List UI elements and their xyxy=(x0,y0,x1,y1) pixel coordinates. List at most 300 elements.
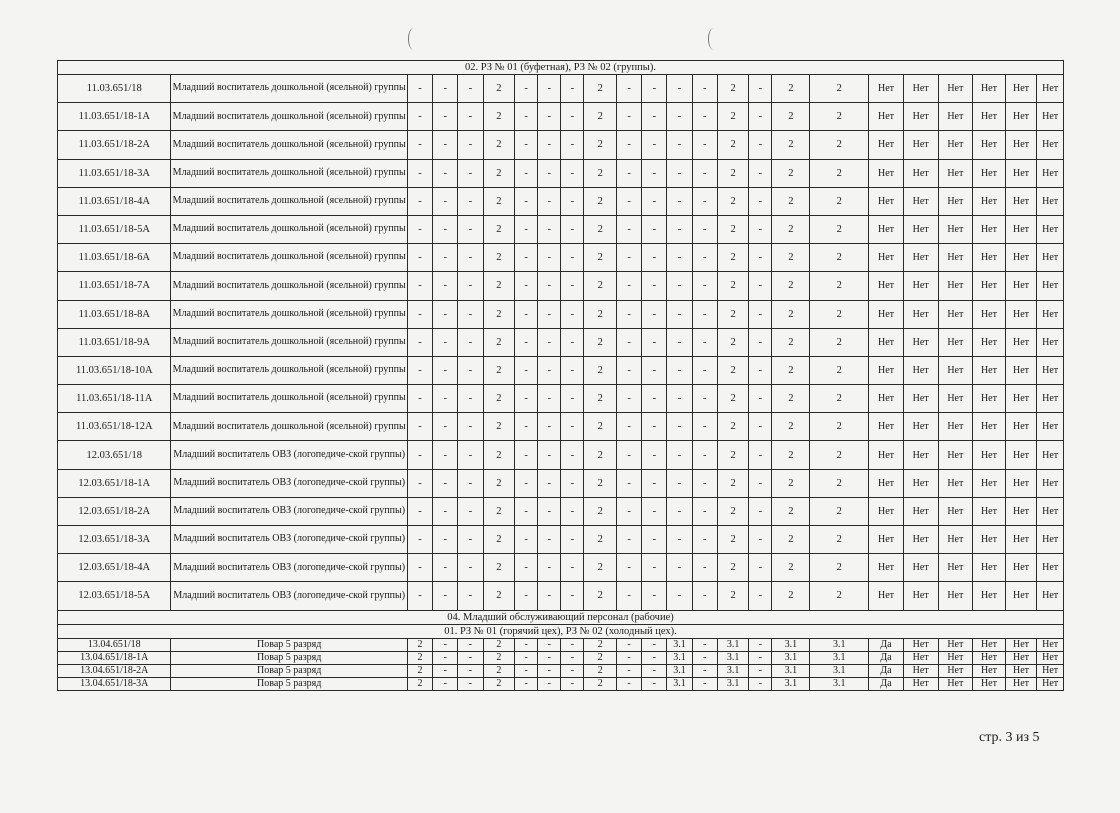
class-value-cell: - xyxy=(538,356,561,384)
yes-no-cell: Нет xyxy=(1037,328,1064,356)
yes-no-cell: Нет xyxy=(973,385,1006,413)
class-value-cell: 2 xyxy=(810,103,869,131)
yes-no-cell: Нет xyxy=(869,103,904,131)
yes-no-cell: Нет xyxy=(903,554,938,582)
class-value-cell: 2 xyxy=(483,159,515,187)
yes-no-cell: Нет xyxy=(973,554,1006,582)
yes-no-cell: Нет xyxy=(869,582,904,610)
class-value-cell: - xyxy=(749,413,772,441)
class-value-cell: 2 xyxy=(584,244,617,272)
class-value-cell: 2 xyxy=(810,469,869,497)
class-value-cell: - xyxy=(749,469,772,497)
class-value-cell: 2 xyxy=(772,582,810,610)
class-value-cell: 2 xyxy=(407,664,432,677)
yes-no-cell: Нет xyxy=(903,638,938,651)
class-value-cell: - xyxy=(407,103,432,131)
class-value-cell: - xyxy=(642,356,667,384)
yes-no-cell: Нет xyxy=(1037,103,1064,131)
yes-no-cell: Нет xyxy=(938,131,973,159)
workplace-code: 11.03.651/18 xyxy=(58,75,171,103)
class-value-cell: 2 xyxy=(717,497,749,525)
class-value-cell: - xyxy=(458,244,483,272)
position-name: Младший воспитатель дошкольной (ясельной) группы xyxy=(171,244,407,272)
class-value-cell: - xyxy=(642,413,667,441)
class-value-cell: - xyxy=(561,300,584,328)
class-value-cell: - xyxy=(692,469,717,497)
table-row xyxy=(58,497,1064,525)
yes-no-cell: Нет xyxy=(869,328,904,356)
class-value-cell: - xyxy=(515,385,538,413)
yes-no-cell: Нет xyxy=(973,638,1006,651)
yes-no-cell: Нет xyxy=(1005,385,1037,413)
yes-no-cell: Да xyxy=(869,677,904,690)
position-name: Младший воспитатель дошкольной (ясельной) группы xyxy=(171,300,407,328)
class-value-cell: 2 xyxy=(483,441,515,469)
class-value-cell: 2 xyxy=(483,497,515,525)
class-value-cell: 2 xyxy=(483,554,515,582)
yes-no-cell: Нет xyxy=(903,103,938,131)
class-value-cell: - xyxy=(407,272,432,300)
yes-no-cell: Нет xyxy=(903,159,938,187)
class-value-cell: - xyxy=(561,677,584,690)
class-value-cell: - xyxy=(667,554,692,582)
class-value-cell: - xyxy=(515,356,538,384)
class-value-cell: - xyxy=(642,328,667,356)
class-value-cell: - xyxy=(433,497,458,525)
class-value-cell: - xyxy=(642,131,667,159)
class-value-cell: - xyxy=(749,385,772,413)
position-name: Младший воспитатель ОВЗ (логопедиче-ской группы) xyxy=(171,526,407,554)
class-value-cell: - xyxy=(749,638,772,651)
yes-no-cell: Нет xyxy=(938,300,973,328)
class-value-cell: - xyxy=(407,215,432,243)
class-value-cell: - xyxy=(616,272,641,300)
workplace-code: 11.03.651/18-4А xyxy=(58,187,171,215)
yes-no-cell: Нет xyxy=(1005,677,1037,690)
yes-no-cell: Нет xyxy=(973,131,1006,159)
yes-no-cell: Нет xyxy=(973,75,1006,103)
page-number: стр. 3 из 5 xyxy=(979,730,1040,745)
yes-no-cell: Нет xyxy=(869,526,904,554)
yes-no-cell: Нет xyxy=(903,300,938,328)
position-name: Младший воспитатель дошкольной (ясельной) группы xyxy=(171,187,407,215)
class-value-cell: 2 xyxy=(717,413,749,441)
yes-no-cell: Нет xyxy=(903,677,938,690)
class-value-cell: - xyxy=(515,159,538,187)
class-value-cell: - xyxy=(642,526,667,554)
class-value-cell: 2 xyxy=(483,469,515,497)
class-value-cell: - xyxy=(561,664,584,677)
class-value-cell: 2 xyxy=(584,300,617,328)
class-value-cell: - xyxy=(561,651,584,664)
class-value-cell: 3.1 xyxy=(717,677,749,690)
class-value-cell: - xyxy=(561,385,584,413)
class-value-cell: 2 xyxy=(584,582,617,610)
class-value-cell: - xyxy=(515,664,538,677)
class-value-cell: - xyxy=(667,328,692,356)
class-value-cell: 2 xyxy=(810,244,869,272)
yes-no-cell: Нет xyxy=(938,272,973,300)
class-value-cell: - xyxy=(667,103,692,131)
yes-no-cell: Нет xyxy=(903,187,938,215)
class-value-cell: - xyxy=(407,554,432,582)
table-row xyxy=(58,469,1064,497)
class-value-cell: 2 xyxy=(772,244,810,272)
class-value-cell: - xyxy=(749,664,772,677)
class-value-cell: 2 xyxy=(584,103,617,131)
class-value-cell: 2 xyxy=(810,272,869,300)
yes-no-cell: Нет xyxy=(1005,497,1037,525)
class-value-cell: - xyxy=(616,664,641,677)
yes-no-cell: Нет xyxy=(1037,664,1064,677)
class-value-cell: 2 xyxy=(772,103,810,131)
position-name: Младший воспитатель ОВЗ (логопедиче-ской группы) xyxy=(171,441,407,469)
section-title: 01. РЗ № 01 (горячий цех), РЗ № 02 (холодный цех). xyxy=(58,624,1064,638)
class-value-cell: 2 xyxy=(483,356,515,384)
class-value-cell: 2 xyxy=(772,187,810,215)
class-value-cell: - xyxy=(407,75,432,103)
section-title: 04. Младший обслуживающий персонал (рабочие) xyxy=(58,610,1064,624)
class-value-cell: - xyxy=(515,413,538,441)
class-value-cell: - xyxy=(538,664,561,677)
class-value-cell: - xyxy=(538,215,561,243)
class-value-cell: - xyxy=(538,441,561,469)
class-value-cell: - xyxy=(561,75,584,103)
yes-no-cell: Нет xyxy=(1005,469,1037,497)
yes-no-cell: Нет xyxy=(938,526,973,554)
workplace-code: 13.04.651/18-1А xyxy=(58,651,171,664)
class-value-cell: - xyxy=(642,159,667,187)
class-value-cell: - xyxy=(692,582,717,610)
class-value-cell: 2 xyxy=(772,526,810,554)
yes-no-cell: Нет xyxy=(938,356,973,384)
yes-no-cell: Нет xyxy=(869,187,904,215)
table-row xyxy=(58,356,1064,384)
class-value-cell: 2 xyxy=(483,328,515,356)
section-title: 02. РЗ № 01 (буфетная), РЗ № 02 (группы). xyxy=(58,61,1064,75)
class-value-cell: - xyxy=(538,526,561,554)
class-value-cell: - xyxy=(458,159,483,187)
class-value-cell: 2 xyxy=(810,554,869,582)
class-value-cell: - xyxy=(749,159,772,187)
class-value-cell: - xyxy=(407,413,432,441)
yes-no-cell: Нет xyxy=(973,469,1006,497)
class-value-cell: 2 xyxy=(584,677,617,690)
class-value-cell: 2 xyxy=(483,300,515,328)
class-value-cell: - xyxy=(749,215,772,243)
class-value-cell: 2 xyxy=(717,441,749,469)
yes-no-cell: Нет xyxy=(938,582,973,610)
yes-no-cell: Нет xyxy=(903,441,938,469)
class-value-cell: - xyxy=(616,441,641,469)
section-title-row xyxy=(58,61,1064,75)
workplace-code: 13.04.651/18-3А xyxy=(58,677,171,690)
class-value-cell: - xyxy=(515,638,538,651)
table-row xyxy=(58,677,1064,690)
class-value-cell: - xyxy=(616,651,641,664)
yes-no-cell: Нет xyxy=(1037,638,1064,651)
class-value-cell: - xyxy=(749,554,772,582)
yes-no-cell: Нет xyxy=(973,103,1006,131)
yes-no-cell: Нет xyxy=(938,75,973,103)
class-value-cell: 2 xyxy=(584,272,617,300)
yes-no-cell: Нет xyxy=(973,159,1006,187)
punch-hole-mark xyxy=(408,28,419,50)
yes-no-cell: Нет xyxy=(1005,638,1037,651)
class-value-cell: - xyxy=(667,413,692,441)
class-value-cell: - xyxy=(515,554,538,582)
yes-no-cell: Нет xyxy=(973,526,1006,554)
table-row xyxy=(58,651,1064,664)
yes-no-cell: Да xyxy=(869,651,904,664)
class-value-cell: 2 xyxy=(483,272,515,300)
class-value-cell: 2 xyxy=(717,159,749,187)
yes-no-cell: Нет xyxy=(938,244,973,272)
yes-no-cell: Нет xyxy=(1005,103,1037,131)
class-value-cell: - xyxy=(692,328,717,356)
class-value-cell: - xyxy=(515,272,538,300)
workplace-code: 11.03.651/18-1А xyxy=(58,103,171,131)
class-value-cell: - xyxy=(642,187,667,215)
table-row xyxy=(58,328,1064,356)
yes-no-cell: Нет xyxy=(1037,526,1064,554)
class-value-cell: - xyxy=(458,441,483,469)
class-value-cell: - xyxy=(458,75,483,103)
class-value-cell: 2 xyxy=(717,328,749,356)
workplace-code: 12.03.651/18-3А xyxy=(58,526,171,554)
class-value-cell: - xyxy=(667,244,692,272)
table-row xyxy=(58,554,1064,582)
class-value-cell: - xyxy=(515,300,538,328)
yes-no-cell: Нет xyxy=(1037,441,1064,469)
class-value-cell: 2 xyxy=(810,328,869,356)
yes-no-cell: Нет xyxy=(903,215,938,243)
yes-no-cell: Нет xyxy=(973,582,1006,610)
yes-no-cell: Нет xyxy=(1037,244,1064,272)
class-value-cell: 2 xyxy=(772,356,810,384)
table-row xyxy=(58,131,1064,159)
yes-no-cell: Нет xyxy=(903,497,938,525)
class-value-cell: - xyxy=(642,272,667,300)
class-value-cell: - xyxy=(458,554,483,582)
yes-no-cell: Нет xyxy=(869,244,904,272)
workplace-code: 12.03.651/18-1А xyxy=(58,469,171,497)
yes-no-cell: Нет xyxy=(938,469,973,497)
yes-no-cell: Нет xyxy=(903,664,938,677)
class-value-cell: 2 xyxy=(717,103,749,131)
yes-no-cell: Нет xyxy=(938,187,973,215)
class-value-cell: - xyxy=(538,187,561,215)
yes-no-cell: Нет xyxy=(938,215,973,243)
class-value-cell: - xyxy=(667,582,692,610)
position-name: Младший воспитатель дошкольной (ясельной) группы xyxy=(171,159,407,187)
class-value-cell: - xyxy=(515,187,538,215)
class-value-cell: - xyxy=(407,356,432,384)
class-value-cell: 3.1 xyxy=(667,664,692,677)
class-value-cell: 2 xyxy=(717,131,749,159)
yes-no-cell: Нет xyxy=(903,131,938,159)
class-value-cell: - xyxy=(433,469,458,497)
class-value-cell: 2 xyxy=(810,215,869,243)
yes-no-cell: Нет xyxy=(1005,356,1037,384)
class-value-cell: 2 xyxy=(483,244,515,272)
class-value-cell: 2 xyxy=(810,582,869,610)
yes-no-cell: Нет xyxy=(1037,677,1064,690)
class-value-cell: - xyxy=(433,554,458,582)
class-value-cell: - xyxy=(692,638,717,651)
table-row xyxy=(58,300,1064,328)
class-value-cell: - xyxy=(692,159,717,187)
class-value-cell: - xyxy=(458,272,483,300)
class-value-cell: - xyxy=(667,131,692,159)
class-value-cell: - xyxy=(458,103,483,131)
class-value-cell: 3.1 xyxy=(810,638,869,651)
class-value-cell: 3.1 xyxy=(772,664,810,677)
class-value-cell: 2 xyxy=(584,75,617,103)
class-value-cell: - xyxy=(616,497,641,525)
yes-no-cell: Нет xyxy=(1037,75,1064,103)
class-value-cell: - xyxy=(515,103,538,131)
class-value-cell: 2 xyxy=(772,328,810,356)
class-value-cell: - xyxy=(561,215,584,243)
class-value-cell: - xyxy=(515,469,538,497)
class-value-cell: - xyxy=(616,413,641,441)
yes-no-cell: Нет xyxy=(1037,356,1064,384)
class-value-cell: - xyxy=(538,131,561,159)
class-value-cell: - xyxy=(515,328,538,356)
table-row xyxy=(58,272,1064,300)
workplace-code: 12.03.651/18-2А xyxy=(58,497,171,525)
class-value-cell: - xyxy=(407,159,432,187)
class-value-cell: - xyxy=(433,131,458,159)
position-name: Младший воспитатель дошкольной (ясельной) группы xyxy=(171,75,407,103)
class-value-cell: - xyxy=(515,497,538,525)
class-value-cell: 2 xyxy=(810,497,869,525)
class-value-cell: - xyxy=(642,677,667,690)
position-name: Младший воспитатель дошкольной (ясельной) группы xyxy=(171,328,407,356)
class-value-cell: - xyxy=(642,300,667,328)
position-name: Младший воспитатель ОВЗ (логопедиче-ской группы) xyxy=(171,497,407,525)
class-value-cell: - xyxy=(561,638,584,651)
class-value-cell: - xyxy=(433,356,458,384)
yes-no-cell: Нет xyxy=(938,497,973,525)
class-value-cell: - xyxy=(538,413,561,441)
class-value-cell: - xyxy=(642,244,667,272)
table-row xyxy=(58,385,1064,413)
class-value-cell: - xyxy=(749,300,772,328)
class-value-cell: - xyxy=(616,385,641,413)
class-value-cell: - xyxy=(407,441,432,469)
class-value-cell: - xyxy=(749,272,772,300)
workplace-code: 12.03.651/18 xyxy=(58,441,171,469)
class-value-cell: - xyxy=(561,103,584,131)
class-value-cell: - xyxy=(538,159,561,187)
class-value-cell: 2 xyxy=(717,300,749,328)
class-value-cell: 2 xyxy=(772,272,810,300)
yes-no-cell: Нет xyxy=(973,677,1006,690)
yes-no-cell: Нет xyxy=(973,441,1006,469)
class-value-cell: - xyxy=(538,497,561,525)
class-value-cell: 2 xyxy=(483,638,515,651)
class-value-cell: - xyxy=(561,526,584,554)
class-value-cell: - xyxy=(642,651,667,664)
class-value-cell: - xyxy=(692,244,717,272)
class-value-cell: 2 xyxy=(584,441,617,469)
class-value-cell: - xyxy=(616,75,641,103)
class-value-cell: - xyxy=(667,187,692,215)
class-value-cell: 2 xyxy=(772,497,810,525)
yes-no-cell: Нет xyxy=(1005,131,1037,159)
class-value-cell: 2 xyxy=(810,75,869,103)
class-value-cell: 2 xyxy=(810,131,869,159)
yes-no-cell: Нет xyxy=(938,159,973,187)
yes-no-cell: Нет xyxy=(869,300,904,328)
yes-no-cell: Нет xyxy=(1037,582,1064,610)
class-value-cell: - xyxy=(616,328,641,356)
class-value-cell: - xyxy=(616,526,641,554)
workplace-code: 11.03.651/18-2А xyxy=(58,131,171,159)
class-value-cell: 2 xyxy=(407,677,432,690)
class-value-cell: - xyxy=(538,75,561,103)
class-value-cell: - xyxy=(616,244,641,272)
class-value-cell: 2 xyxy=(407,638,432,651)
position-name: Младший воспитатель дошкольной (ясельной) группы xyxy=(171,103,407,131)
yes-no-cell: Нет xyxy=(1037,187,1064,215)
class-value-cell: - xyxy=(692,677,717,690)
class-value-cell: - xyxy=(667,526,692,554)
position-name: Младший воспитатель ОВЗ (логопедиче-ской группы) xyxy=(171,582,407,610)
yes-no-cell: Нет xyxy=(938,651,973,664)
class-value-cell: - xyxy=(433,441,458,469)
yes-no-cell: Нет xyxy=(1037,651,1064,664)
class-value-cell: - xyxy=(458,497,483,525)
workplace-code: 11.03.651/18-9А xyxy=(58,328,171,356)
class-value-cell: 2 xyxy=(584,215,617,243)
class-value-cell: 2 xyxy=(772,554,810,582)
yes-no-cell: Нет xyxy=(1037,385,1064,413)
class-value-cell: - xyxy=(642,638,667,651)
table-row xyxy=(58,103,1064,131)
yes-no-cell: Да xyxy=(869,664,904,677)
class-value-cell: 2 xyxy=(584,664,617,677)
class-value-cell: - xyxy=(667,356,692,384)
class-value-cell: 2 xyxy=(584,385,617,413)
yes-no-cell: Нет xyxy=(1005,300,1037,328)
class-value-cell: - xyxy=(692,554,717,582)
class-value-cell: - xyxy=(692,131,717,159)
class-value-cell: - xyxy=(561,187,584,215)
class-value-cell: - xyxy=(433,103,458,131)
class-value-cell: - xyxy=(433,187,458,215)
class-value-cell: - xyxy=(749,441,772,469)
workplace-code: 13.04.651/18 xyxy=(58,638,171,651)
yes-no-cell: Нет xyxy=(938,413,973,441)
yes-no-cell: Нет xyxy=(938,664,973,677)
yes-no-cell: Нет xyxy=(869,554,904,582)
class-value-cell: 2 xyxy=(810,385,869,413)
class-value-cell: - xyxy=(561,244,584,272)
class-value-cell: 2 xyxy=(772,469,810,497)
class-value-cell: - xyxy=(692,272,717,300)
yes-no-cell: Нет xyxy=(973,244,1006,272)
yes-no-cell: Нет xyxy=(869,215,904,243)
yes-no-cell: Нет xyxy=(1005,582,1037,610)
yes-no-cell: Нет xyxy=(869,413,904,441)
class-value-cell: - xyxy=(642,103,667,131)
workplace-code: 13.04.651/18-2А xyxy=(58,664,171,677)
table-row xyxy=(58,638,1064,651)
class-value-cell: - xyxy=(433,328,458,356)
